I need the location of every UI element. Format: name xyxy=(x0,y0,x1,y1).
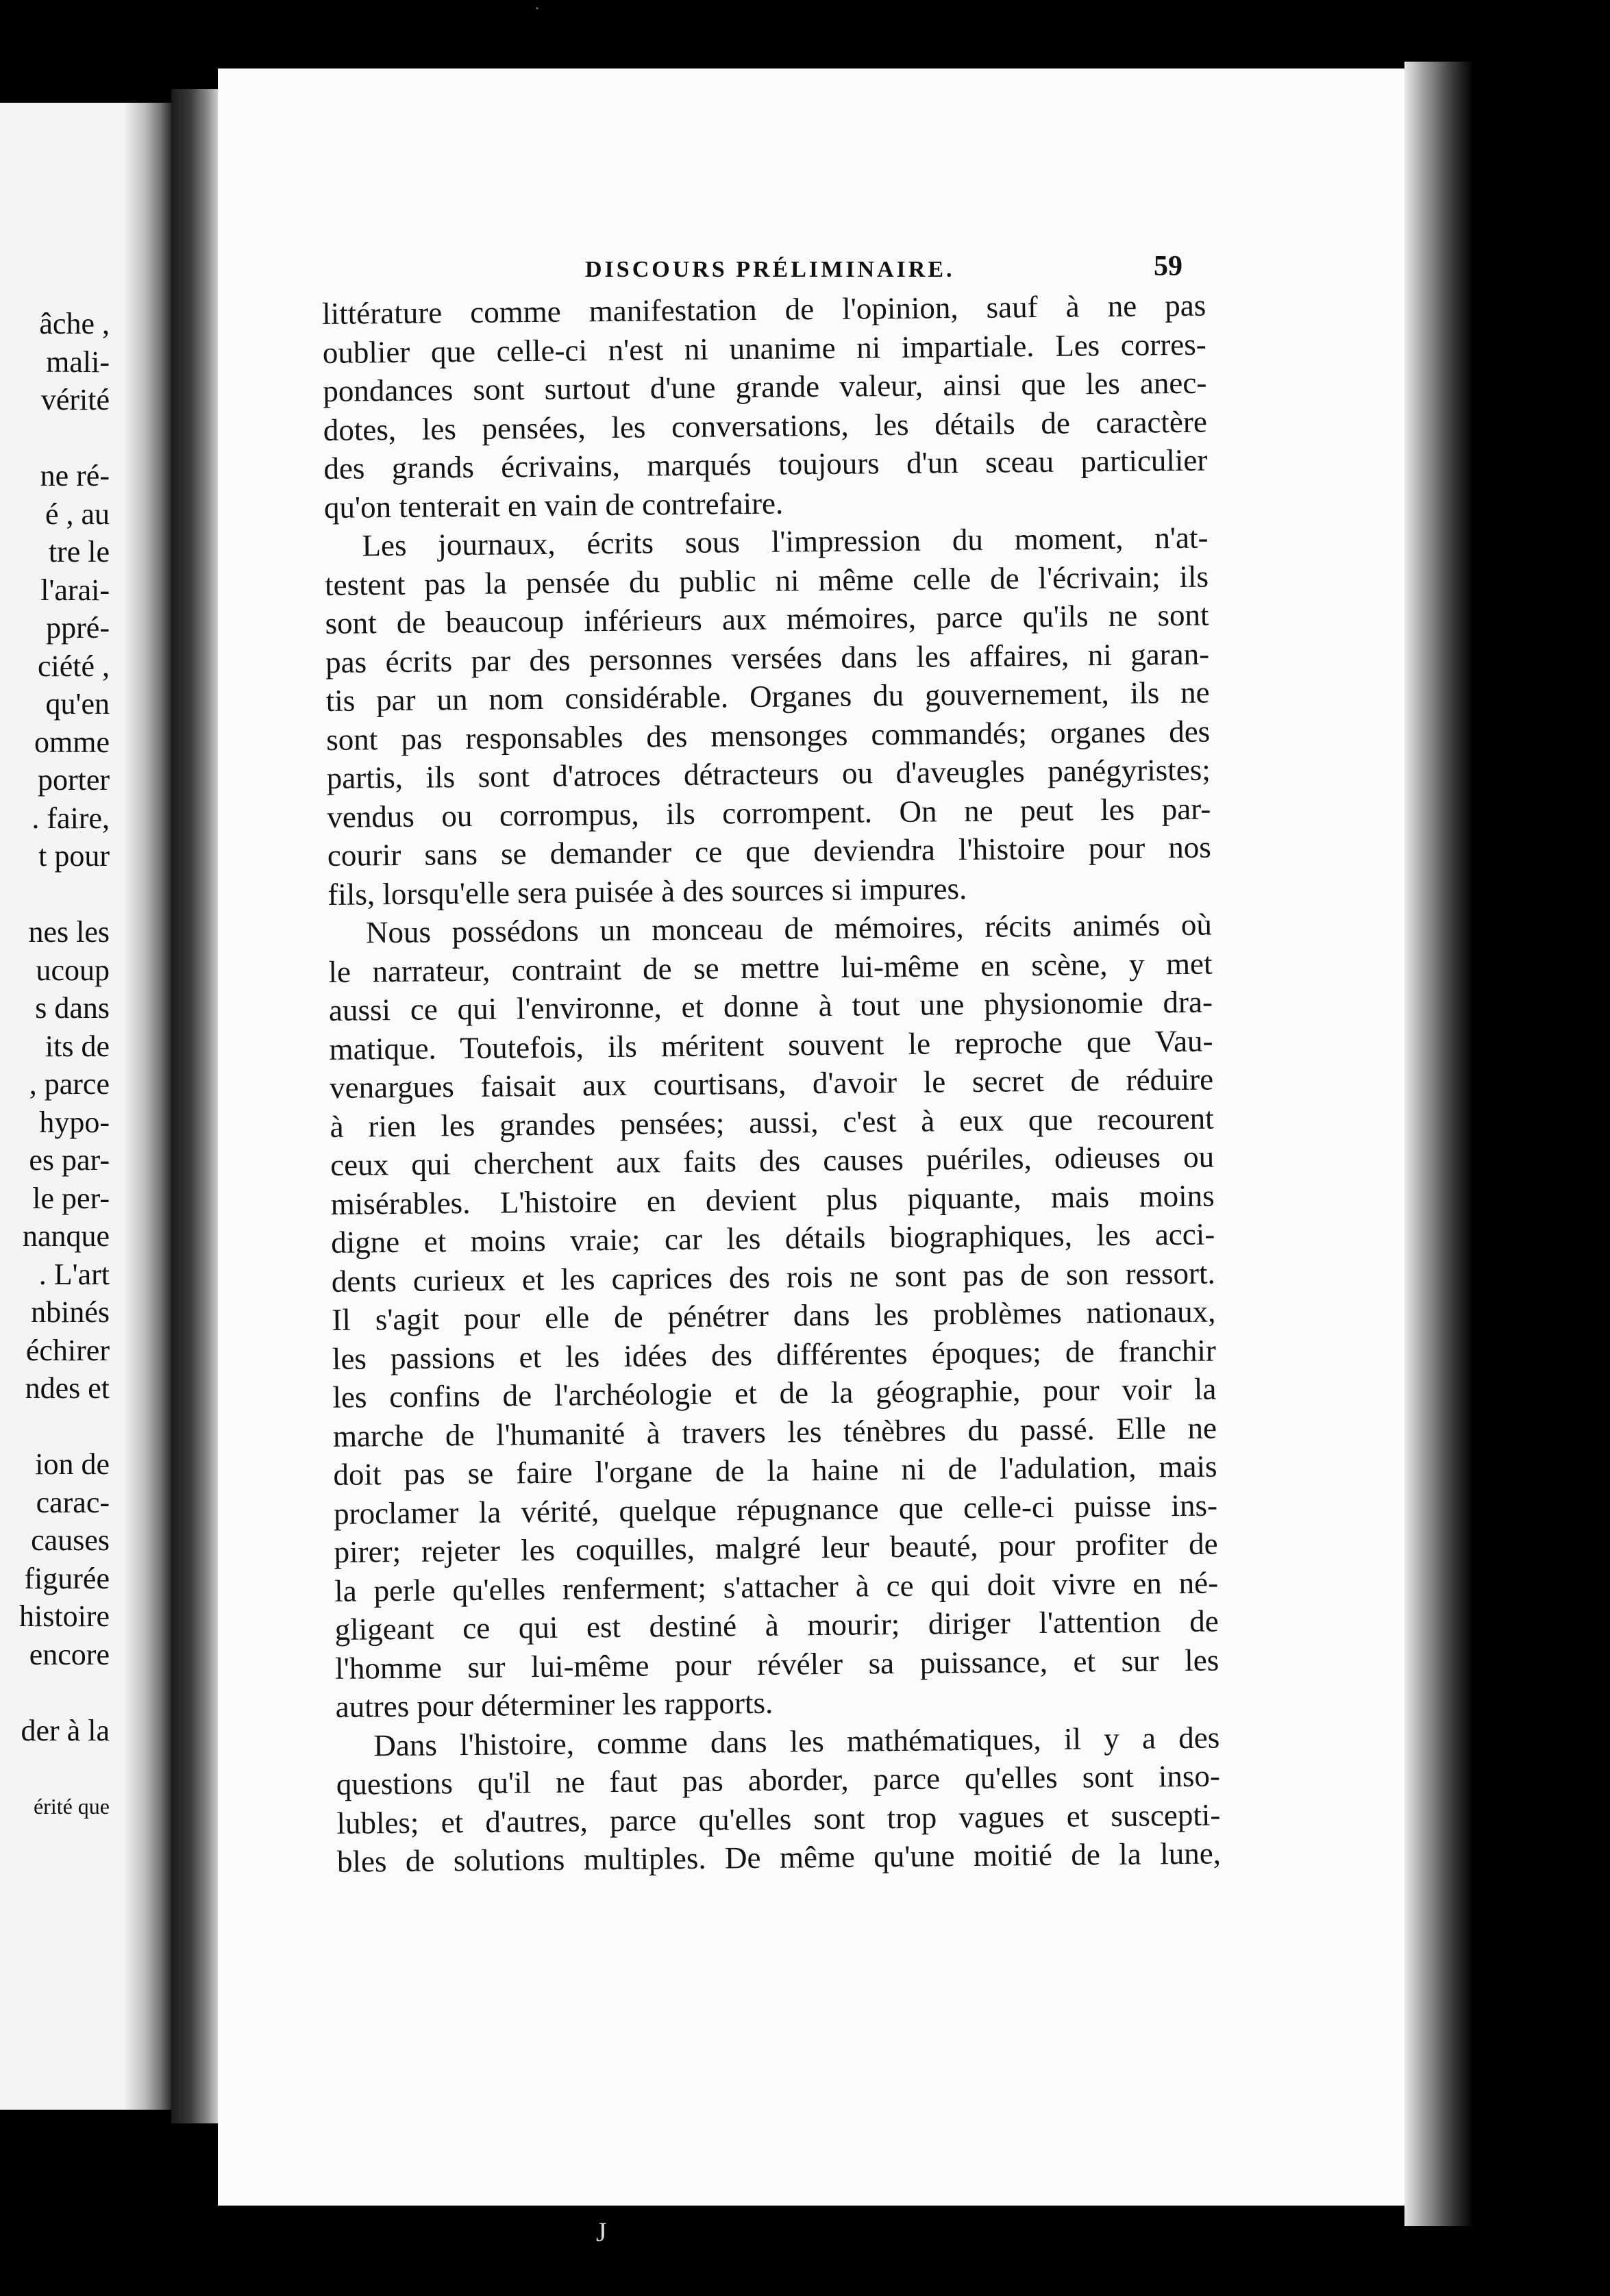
left-line: ne ré- xyxy=(40,459,110,492)
text-line: tis par un nom considérable. Organes du gouvernement, ils ne xyxy=(325,675,1210,718)
left-facing-page xyxy=(0,103,171,2110)
text-line: proclamer la vérité, quelque répugnance que celle-ci puisse ins- xyxy=(333,1488,1218,1531)
left-line: encore xyxy=(29,1637,110,1671)
scan-top-mark: · xyxy=(534,0,540,18)
left-line: le per- xyxy=(32,1181,110,1215)
left-line: qu'en xyxy=(45,687,110,721)
left-page-gutter-shadow xyxy=(123,103,171,2110)
left-line: nbinés xyxy=(31,1295,110,1329)
text-line: digne et moins vraie; car les détails biographiques, les acci- xyxy=(331,1216,1215,1260)
left-line xyxy=(0,1749,110,1788)
text-line: gligeant ce qui est destiné à mourir; diriger l'attention de xyxy=(334,1604,1219,1647)
text-line: questions qu'il ne faut pas aborder, parce qu'elles sont inso- xyxy=(336,1758,1221,1801)
text-line: Nous possédons un monceau de mémoires, récits animés où xyxy=(365,907,1213,950)
text-line: les passions et les idées des différentes époques; de franchir xyxy=(332,1333,1217,1376)
left-line: figurée xyxy=(24,1561,110,1595)
text-line: qu'on tenterait en vain de contrefaire. xyxy=(323,486,784,525)
left-line: es par- xyxy=(29,1143,110,1177)
left-line: ppré- xyxy=(46,611,110,645)
text-line: littérature comme manifestation de l'opinion, sauf à ne pas xyxy=(322,288,1206,331)
body-text xyxy=(322,286,1221,1882)
text-line: dents curieux et les caprices des rois ne sont pas de son ressort. xyxy=(331,1256,1216,1299)
scan-bottom-mark: J xyxy=(596,2217,607,2247)
left-line: carac- xyxy=(36,1485,110,1519)
book-spine-shadow xyxy=(171,89,219,2123)
text-line: partis, ils sont d'atroces détracteurs ou d'aveugles panégyristes; xyxy=(326,752,1211,795)
left-line: nanque xyxy=(22,1219,110,1253)
left-line: érité que xyxy=(33,1793,110,1819)
left-line: ion de xyxy=(35,1447,110,1481)
text-line: l'homme sur lui-même pour révéler sa puissance, et sur les xyxy=(335,1643,1219,1686)
left-line: its de xyxy=(45,1029,110,1063)
left-line: ciété , xyxy=(37,649,110,683)
text-line: Les journaux, écrits sous l'impression du moment, n'at- xyxy=(362,520,1209,563)
text-line: autres pour déterminer les rapports. xyxy=(335,1685,773,1724)
text-line: venargues faisait aux courtisans, d'avoir le secret de réduire xyxy=(329,1062,1214,1105)
right-page-edge-shadow xyxy=(1404,62,1473,2226)
left-line: ucoup xyxy=(36,953,110,987)
text-line: le narrateur, contraint de se mettre lui-même en scène, y met xyxy=(328,946,1213,989)
left-page-text xyxy=(0,305,110,1825)
left-line: omme xyxy=(34,725,110,759)
text-line: des grands écrivains, marqués toujours d'un sceau particulier xyxy=(323,442,1208,486)
left-line: s dans xyxy=(35,991,110,1025)
text-line: dotes, les pensées, les conversations, les détails de caractère xyxy=(323,404,1208,447)
left-line: , parce xyxy=(29,1067,110,1101)
text-line: bles de solutions multiples. De même qu'une moitié de la lune, xyxy=(336,1836,1222,1879)
left-line: âche , xyxy=(39,307,110,340)
text-line: sont pas responsables des mensonges commandés; organes des xyxy=(325,714,1211,757)
text-line: ceux qui cherchent aux faits des causes puériles, odieuses ou xyxy=(330,1139,1215,1182)
left-line: l'arai- xyxy=(40,573,110,607)
text-line: pas écrits par des personnes versées dans les affaires, ni garan- xyxy=(325,636,1210,679)
text-line: pondances sont surtout d'une grande valeur, ainsi que les anec- xyxy=(323,365,1207,408)
text-line: la perle qu'elles renferment; s'attacher à ce qui doit vivre en né- xyxy=(334,1565,1219,1608)
text-line: lubles; et d'autres, parce qu'elles sont trop vagues et suscepti- xyxy=(336,1797,1221,1840)
text-line: Dans l'histoire, comme dans les mathématiques, il y a des xyxy=(373,1720,1220,1762)
left-line: échirer xyxy=(25,1333,110,1367)
text-line: Il s'agit pour elle de pénétrer dans les problèmes nationaux, xyxy=(332,1294,1216,1337)
page-header xyxy=(575,251,1192,291)
left-line: der à la xyxy=(21,1713,110,1747)
left-line: histoire xyxy=(19,1599,110,1633)
left-line: tre le xyxy=(48,535,110,569)
left-line: . L'art xyxy=(38,1257,110,1291)
left-line xyxy=(0,875,110,914)
left-line: mali- xyxy=(46,345,110,379)
text-line: marche de l'humanité à travers les ténèbres du passé. Elle ne xyxy=(332,1410,1217,1453)
text-line: les confins de l'archéologie et de la géographie, pour voir la xyxy=(332,1371,1217,1414)
text-line: testent pas la pensée du public ni même celle de l'écrivain; ils xyxy=(324,559,1209,602)
left-line: t pour xyxy=(38,839,110,873)
text-line: misérables. L'histoire en devient plus piquante, mais moins xyxy=(330,1178,1215,1221)
left-line: porter xyxy=(37,763,110,797)
text-line: à rien les grandes pensées; aussi, c'est à eux que recourent xyxy=(330,1101,1214,1144)
left-line: é , au xyxy=(45,497,110,531)
page-number: 59 xyxy=(1154,251,1182,282)
text-line: sont de beaucoup inférieurs aux mémoires, parce qu'ils ne sont xyxy=(325,597,1209,640)
left-line: ndes et xyxy=(25,1371,110,1405)
text-line: courir sans se demander ce que deviendra l'histoire pour nos xyxy=(327,829,1212,873)
left-line: nes les xyxy=(28,915,110,949)
left-line: causes xyxy=(31,1523,110,1557)
text-line: pirer; rejeter les coquilles, malgré leur beauté, pour profiter de xyxy=(334,1526,1218,1569)
text-line: matique. Toutefois, ils méritent souvent le reproche que Vau- xyxy=(329,1023,1213,1066)
left-line: vérité xyxy=(40,383,110,416)
left-line xyxy=(0,1408,110,1446)
left-line: . faire, xyxy=(32,801,110,835)
text-line: oublier que celle-ci n'est ni unanime ni impartiale. Les corres- xyxy=(322,327,1206,370)
left-line xyxy=(0,419,110,458)
running-title: DISCOURS PRÉLIMINAIRE. xyxy=(585,257,955,282)
text-line: doit pas se faire l'organe de la haine ni de l'adulation, mais xyxy=(333,1449,1217,1492)
left-line: hypo- xyxy=(39,1105,110,1139)
text-line: vendus ou corrompus, ils corrompent. On ne peut les par- xyxy=(327,791,1211,834)
text-line: aussi ce qui l'environne, et donne à tout une physionomie dra- xyxy=(328,984,1213,1027)
left-line xyxy=(0,1673,110,1712)
text-line: fils, lorsqu'elle sera puisée à des sources si impures. xyxy=(327,871,967,912)
